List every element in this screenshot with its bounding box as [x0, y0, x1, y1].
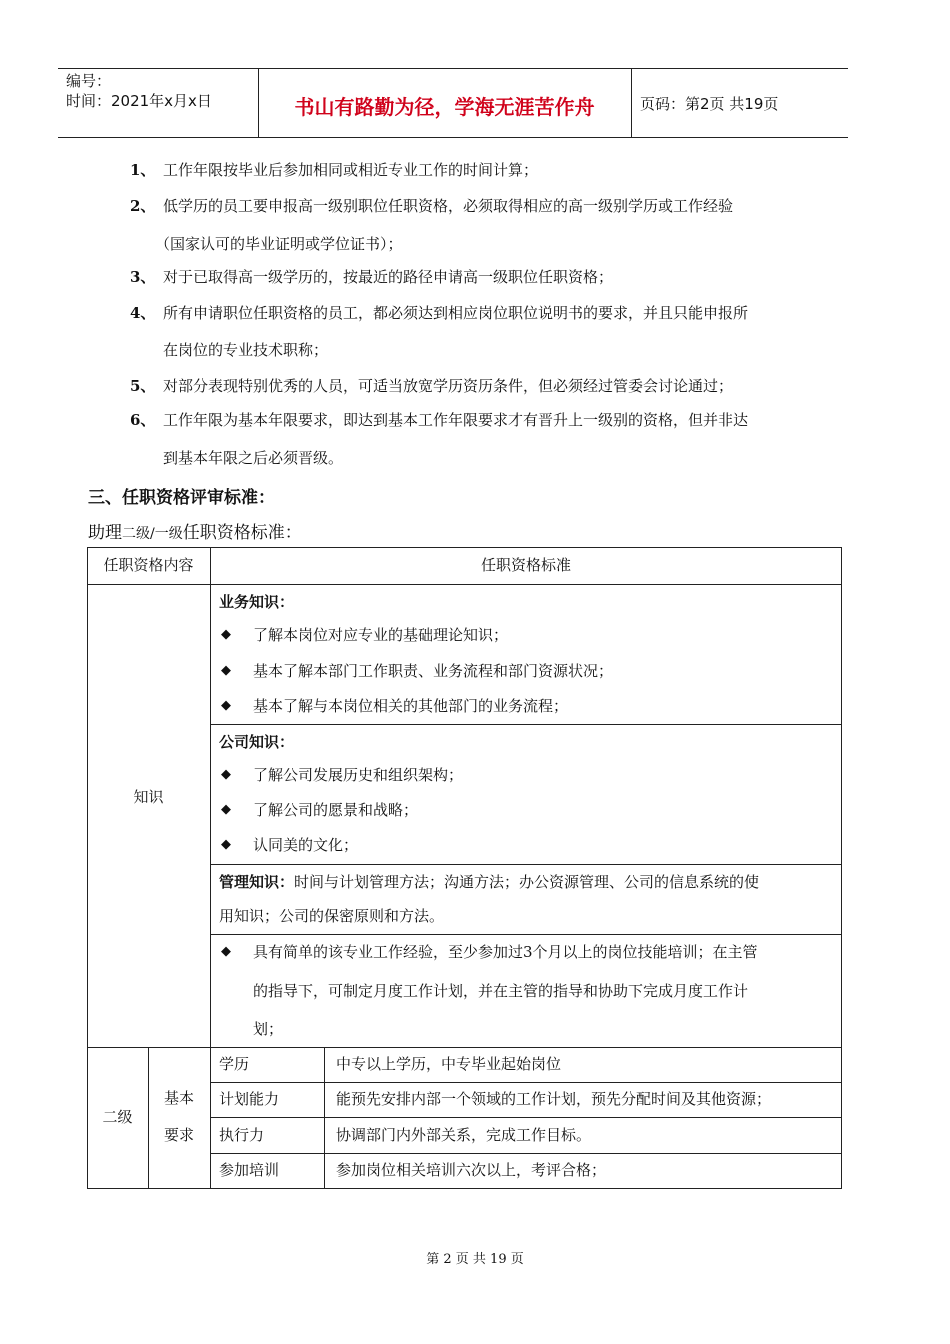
qualification-table — [87, 547, 842, 1189]
list-number: 4、 — [130, 304, 156, 322]
list-number: 5、 — [130, 377, 156, 395]
bullet-icon: ◆ — [221, 837, 231, 852]
req-name: 学历 — [219, 1055, 250, 1073]
header-number: 编号： — [66, 72, 112, 90]
header-divider — [631, 69, 632, 137]
management-knowledge — [219, 872, 759, 892]
list-text: 对于已取得高一级学历的，按最近的路径申请高一级职位任职资格； — [163, 268, 614, 286]
list-number: 2、 — [130, 197, 156, 215]
list-text: 工作年限为基本年限要求，即达到基本工作年限要求才有晋升上一级别的资格，但并非达 — [163, 411, 749, 429]
header-time: 时间：2021年x月x日 — [66, 92, 212, 110]
bullet-icon: ◆ — [221, 627, 231, 642]
company-item: 了解公司发展历史和组织架构； — [253, 766, 464, 784]
list-text: 所有申请职位任职资格的员工，都必须达到相应岗位职位说明书的要求，并且只能申报所 — [163, 304, 749, 322]
req-value: 协调部门内外部关系，完成工作目标。 — [336, 1126, 592, 1144]
section-title: 三、任职资格评审标准： — [88, 488, 275, 508]
basic-label: 要求 — [163, 1126, 194, 1144]
knowledge-label: 知识 — [133, 788, 164, 806]
header-page: 页码：第2页 共19页 — [640, 95, 779, 113]
header-motto: 书山有路勤为径，学海无涯苦作舟 — [294, 95, 595, 119]
list-number: 6、 — [130, 411, 156, 429]
experience-text: 具有简单的该专业工作经验，至少参加过3个月以上的岗位技能培训；在主管 — [253, 943, 758, 961]
header-meta — [66, 71, 212, 111]
management-knowledge-title: 管理知识： — [219, 873, 295, 891]
page-header — [58, 68, 848, 138]
list-text: 到基本年限之后必须晋级。 — [163, 449, 344, 467]
req-value: 参加岗位相关培训六次以上，考评合格； — [336, 1161, 607, 1179]
experience-text: 划； — [253, 1020, 284, 1038]
list-text: 在岗位的专业技术职称； — [163, 341, 329, 359]
business-knowledge-title: 业务知识： — [219, 593, 295, 611]
bullet-icon: ◆ — [221, 767, 231, 782]
company-item: 了解公司的愿景和战略； — [253, 801, 419, 819]
col-header-standard: 任职资格标准 — [480, 556, 571, 574]
management-text: 时间与计划管理方法；沟通方法；办公资源管理、公司的信息系统的使 — [294, 873, 760, 891]
req-value: 中专以上学历，中专毕业起始岗位 — [336, 1055, 562, 1073]
company-item: 认同美的文化； — [253, 836, 359, 854]
basic-label: 基本 — [163, 1089, 194, 1107]
list-text: 对部分表现特别优秀的人员，可适当放宽学历资历条件，但必须经过管委会讨论通过； — [163, 377, 734, 395]
company-knowledge-title: 公司知识： — [219, 733, 295, 751]
req-value: 能预先安排内部一个领域的工作计划，预先分配时间及其他资源； — [336, 1090, 772, 1108]
bullet-icon: ◆ — [221, 698, 231, 713]
management-text: 用知识；公司的保密原则和方法。 — [219, 907, 445, 925]
business-item: 基本了解本部门工作职责、业务流程和部门资源状况； — [253, 662, 614, 680]
req-name: 执行力 — [219, 1126, 265, 1144]
req-name: 参加培训 — [219, 1161, 280, 1179]
page-footer: 第 2 页 共 19 页 — [426, 1252, 524, 1267]
list-number: 1、 — [130, 161, 156, 179]
business-item: 了解本岗位对应专业的基础理论知识； — [253, 626, 509, 644]
bullet-icon: ◆ — [221, 663, 231, 678]
bullet-icon: ◆ — [221, 944, 231, 959]
list-text: 低学历的员工要申报高一级别职位任职资格，必须取得相应的高一级别学历或工作经验 — [163, 197, 734, 215]
level-label: 二级 — [102, 1108, 133, 1126]
req-name: 计划能力 — [219, 1090, 280, 1108]
list-text: （国家认可的毕业证明或学位证书）； — [155, 235, 403, 253]
list-number: 3、 — [130, 268, 156, 286]
experience-text: 的指导下，可制定月度工作计划，并在主管的指导和协助下完成月度工作计 — [253, 982, 749, 1000]
sub-title: 助理二级/一级任职资格标准： — [88, 523, 302, 543]
list-text: 工作年限按毕业后参加相同或相近专业工作的时间计算； — [163, 161, 539, 179]
business-item: 基本了解与本岗位相关的其他部门的业务流程； — [253, 697, 569, 715]
col-header-content: 任职资格内容 — [103, 556, 194, 574]
bullet-icon: ◆ — [221, 802, 231, 817]
